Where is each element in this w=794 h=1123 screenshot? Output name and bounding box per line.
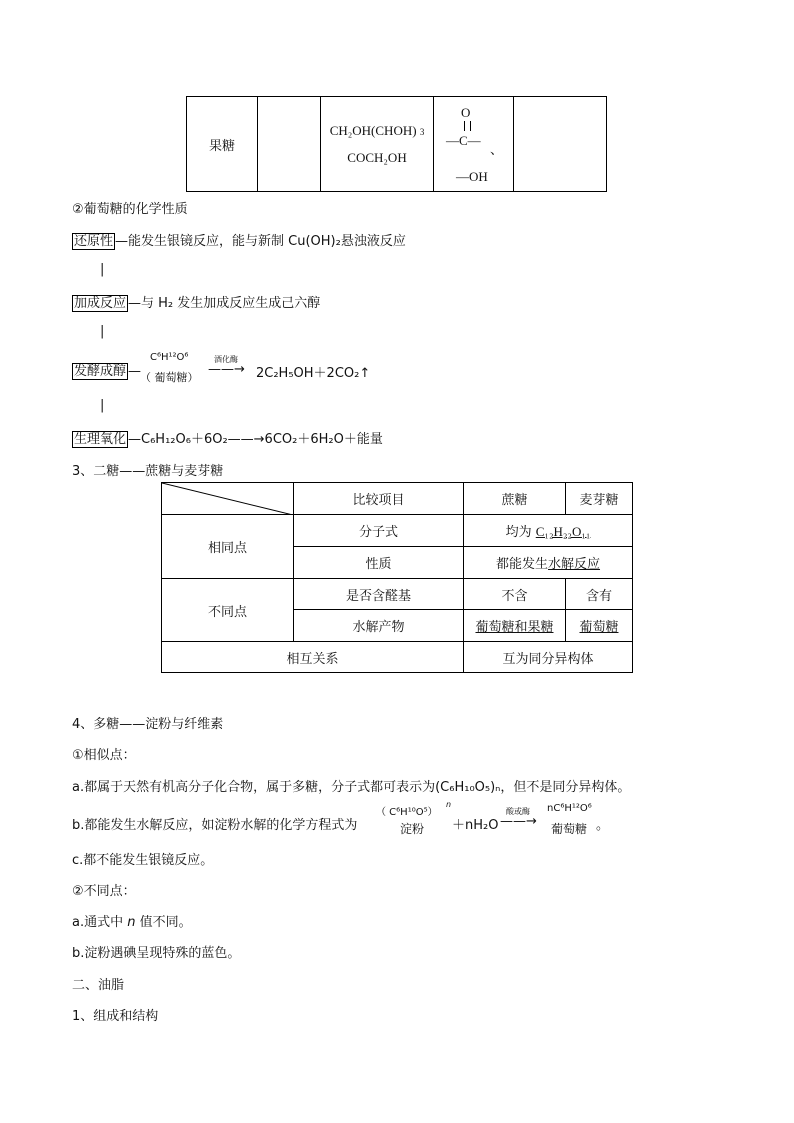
relation-value: 互为同分异构体 xyxy=(464,642,633,673)
hydrolysis-maltose: 葡萄糖 xyxy=(566,610,633,642)
property-value: 水解反应 xyxy=(548,557,601,572)
separator-mark: 、 xyxy=(490,142,504,157)
property-value-cell: 都能发生水解反应 xyxy=(464,547,633,579)
item-aldehyde: 是否含醛基 xyxy=(294,579,464,610)
glucose-formula: nC⁶H¹²O⁶ xyxy=(547,803,592,814)
water-term: ＋nH₂O xyxy=(452,818,499,833)
starch-name: 淀粉 xyxy=(400,822,425,836)
disaccharide-heading: 3、二糖——蔗糖与麦芽糖 xyxy=(72,464,224,479)
header-compare-item: 比较项目 xyxy=(294,483,464,515)
hydrolysis-sucrose: 葡萄糖和果糖 xyxy=(464,610,566,642)
empty-cell xyxy=(258,97,321,192)
formula-value-cell: 均为 C₁₂H₂₂O₁₁ xyxy=(464,515,633,547)
fats-subheading: 1、组成和结构 xyxy=(72,1009,159,1024)
diff-b: b.淀粉遇碘呈现特殊的蓝色。 xyxy=(72,946,241,961)
property-label: 加成反应 xyxy=(74,296,127,311)
starch-formula: （ C⁶H¹⁰O⁵） xyxy=(376,807,438,818)
item-property: 性质 xyxy=(294,547,464,579)
aldehyde-sucrose: 不含 xyxy=(464,579,566,610)
property-fermentation: 发酵成醇 — xyxy=(74,364,142,379)
ferment-arrow: ——→ xyxy=(208,362,245,377)
diagonal-line xyxy=(162,483,293,515)
disaccharide-table xyxy=(161,482,633,673)
similar-heading: ①相似点： xyxy=(72,748,136,763)
hydrolysis-catalyst: 酸或酶 xyxy=(506,807,530,816)
connector-line: | xyxy=(100,262,105,277)
diff-label: 不同点 xyxy=(162,579,294,642)
same-label: 相同点 xyxy=(162,515,294,579)
glucose-props-heading: ②葡萄糖的化学性质 xyxy=(72,202,188,217)
header-maltose: 麦芽糖 xyxy=(566,483,633,515)
hydrolysis-arrow: ——→ xyxy=(500,814,537,829)
item-hydrolysis: 水解产物 xyxy=(294,610,464,642)
ferment-catalyst: 酒化酶 xyxy=(214,355,238,364)
similar-a: a.都属于天然有机高分子化合物，属于多糖，分子式都可表示为(C₆H₁₀O₅)ₙ，但不是同分异构体。 xyxy=(72,780,631,795)
row-label-fructose: 果糖 xyxy=(187,97,258,192)
property-addition: 加成反应 —与 H₂ 发生加成反应生成己六醇 xyxy=(74,296,321,311)
formula-value: C₁₂H₂₂O₁₁ xyxy=(535,524,591,539)
ferment-glucose-formula: C⁶H¹²O⁶ xyxy=(150,352,189,363)
diff-a: a.通式中 n 值不同。 xyxy=(72,915,192,930)
hydroxyl-group: —OH xyxy=(456,169,488,184)
property-label: 还原性 xyxy=(74,234,114,249)
similar-b-prefix: b.都能发生水解反应，如淀粉水解的化学方程式为 xyxy=(72,818,358,833)
ferment-glucose-name: （ 葡萄糖） xyxy=(140,371,199,384)
carbonyl-carbon: —C— xyxy=(446,133,481,148)
item-formula: 分子式 xyxy=(294,515,464,547)
starch-n: n xyxy=(446,800,452,809)
property-label: 生理氧化 xyxy=(74,432,127,447)
carbonyl-double-bond xyxy=(464,121,471,131)
empty-cell xyxy=(514,97,607,192)
connector-line: | xyxy=(100,324,105,339)
property-reducibility: 还原性 —能发生银镜反应，能与新制 Cu(OH)₂悬浊液反应 xyxy=(74,234,406,249)
property-oxidation: 生理氧化 —C₆H₁₂O₆＋6O₂——→6CO₂＋6H₂O＋能量 xyxy=(74,432,383,447)
diff-heading: ②不同点： xyxy=(72,884,136,899)
fats-heading: 二、油脂 xyxy=(72,978,125,993)
glucose-name: 葡萄糖 xyxy=(551,822,588,836)
connector-line: | xyxy=(100,398,105,413)
carbonyl-oxygen: O xyxy=(461,105,471,120)
aldehyde-maltose: 含有 xyxy=(566,579,633,610)
property-label: 发酵成醇 xyxy=(74,364,127,379)
diagonal-header-cell xyxy=(162,483,294,515)
monosaccharide-table xyxy=(186,96,607,192)
header-sucrose: 蔗糖 xyxy=(464,483,566,515)
polysaccharide-heading: 4、多糖——淀粉与纤维素 xyxy=(72,717,224,732)
ferment-products: 2C₂H₅OH＋2CO₂↑ xyxy=(256,366,371,381)
functional-group-cell xyxy=(434,97,514,192)
relation-label: 相互关系 xyxy=(162,642,464,673)
structural-formula-cell: CH₂OH(CHOH) 3 COCH₂OH xyxy=(321,97,434,192)
sentence-end: 。 xyxy=(596,818,610,833)
similar-c: c.都不能发生银镜反应。 xyxy=(72,853,214,868)
